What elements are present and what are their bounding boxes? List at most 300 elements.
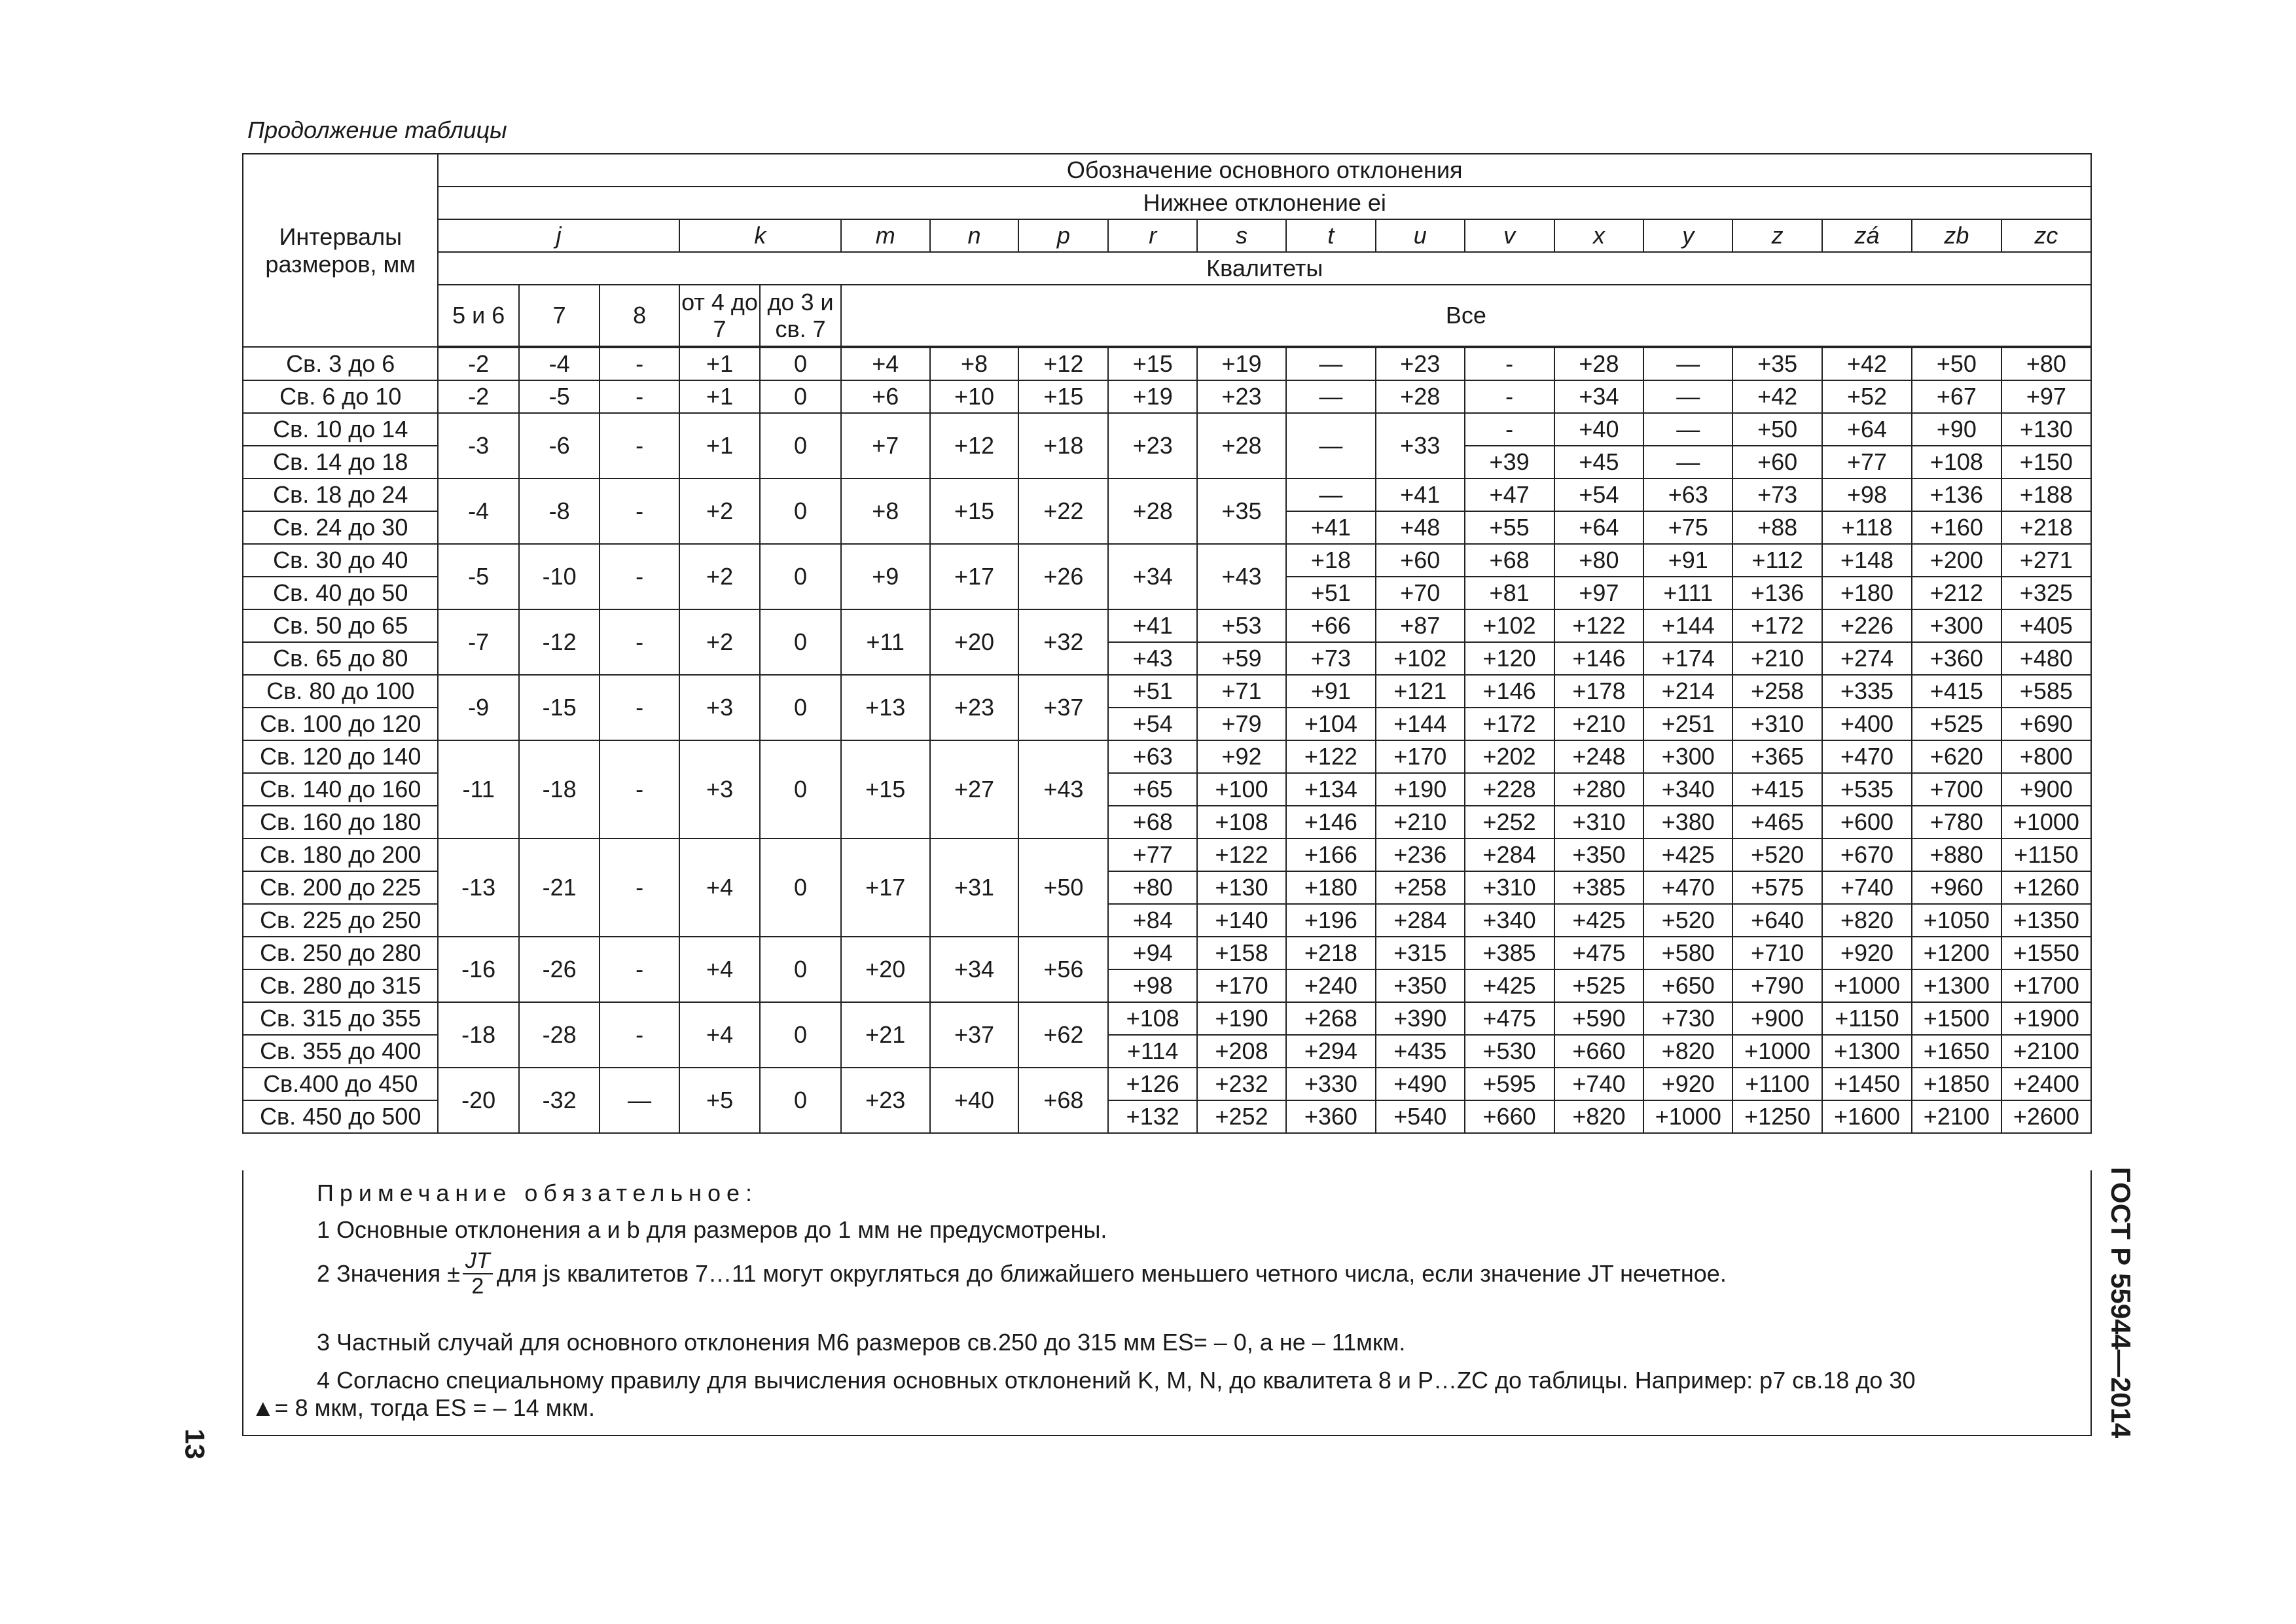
value-cell: +178 bbox=[1554, 675, 1644, 708]
value-cell: — bbox=[1643, 413, 1732, 446]
value-cell: +1850 bbox=[1912, 1068, 2001, 1100]
grouped-value-cell: +8 bbox=[841, 478, 930, 544]
value-cell: — bbox=[1286, 413, 1376, 478]
value-cell: +690 bbox=[2001, 708, 2091, 740]
grouped-value-cell: +27 bbox=[930, 740, 1019, 839]
value-cell: +1050 bbox=[1912, 904, 2001, 937]
value-cell: +284 bbox=[1465, 839, 1554, 871]
value-cell: +54 bbox=[1108, 708, 1197, 740]
grouped-value-cell: +1 bbox=[679, 413, 760, 478]
grouped-value-cell: +15 bbox=[930, 478, 1019, 544]
value-cell: +900 bbox=[2001, 773, 2091, 806]
value-cell: +180 bbox=[1286, 871, 1376, 904]
value-cell: +172 bbox=[1465, 708, 1554, 740]
grouped-value-cell: +15 bbox=[1018, 380, 1108, 413]
note-4-line-1: 4 Согласно специальному правилу для вычисления основных отклонений K, M, N, до квалитета 8 и P…ZC до таблицы. Например: p7 св.18 до 30 bbox=[317, 1367, 1916, 1394]
grouped-value-cell: +5 bbox=[679, 1068, 760, 1133]
grouped-value-cell: -26 bbox=[519, 937, 600, 1002]
grouped-value-cell: +12 bbox=[1018, 347, 1108, 380]
value-cell: +820 bbox=[1822, 904, 1912, 937]
value-cell: +122 bbox=[1197, 839, 1286, 871]
value-cell: +490 bbox=[1376, 1068, 1465, 1100]
header-letter-z: z bbox=[1732, 219, 1822, 252]
value-cell: +92 bbox=[1197, 740, 1286, 773]
grouped-value-cell: +3 bbox=[679, 675, 760, 740]
value-cell: +132 bbox=[1108, 1100, 1197, 1133]
value-cell: +650 bbox=[1643, 969, 1732, 1002]
value-cell: +34 bbox=[1554, 380, 1644, 413]
value-cell: +50 bbox=[1912, 347, 2001, 380]
value-cell: +174 bbox=[1643, 642, 1732, 675]
value-cell: +1600 bbox=[1822, 1100, 1912, 1133]
value-cell: +248 bbox=[1554, 740, 1644, 773]
note-2-prefix: 2 Значения ± bbox=[317, 1260, 460, 1288]
value-cell: - bbox=[1465, 347, 1554, 380]
value-cell: +1500 bbox=[1912, 1002, 2001, 1035]
interval-cell: Св. 280 до 315 bbox=[243, 969, 438, 1002]
value-cell: +520 bbox=[1643, 904, 1732, 937]
value-cell: +415 bbox=[1732, 773, 1822, 806]
header-letter-v: v bbox=[1465, 219, 1554, 252]
value-cell: +780 bbox=[1912, 806, 2001, 839]
interval-cell: Св. 80 до 100 bbox=[243, 675, 438, 708]
value-cell: +23 bbox=[1376, 347, 1465, 380]
value-cell: +300 bbox=[1643, 740, 1732, 773]
jt-fraction bbox=[463, 1249, 493, 1299]
grouped-value-cell: +3 bbox=[679, 740, 760, 839]
value-cell: +1000 bbox=[1822, 969, 1912, 1002]
grouped-value-cell: +17 bbox=[930, 544, 1019, 609]
value-cell: +280 bbox=[1554, 773, 1644, 806]
value-cell: +325 bbox=[2001, 577, 2091, 609]
grouped-value-cell: +68 bbox=[1018, 1068, 1108, 1133]
interval-cell: Св. 120 до 140 bbox=[243, 740, 438, 773]
value-cell: - bbox=[1465, 380, 1554, 413]
value-cell: +120 bbox=[1465, 642, 1554, 675]
note-1: 1 Основные отклонения a и b для размеров до 1 мм не предусмотрены. bbox=[317, 1216, 1107, 1243]
grouped-value-cell: -32 bbox=[519, 1068, 600, 1133]
value-cell: +90 bbox=[1912, 413, 2001, 446]
grouped-value-cell: - bbox=[600, 478, 679, 544]
grouped-value-cell: 0 bbox=[760, 347, 840, 380]
grouped-value-cell: +7 bbox=[841, 413, 930, 478]
grouped-value-cell: +20 bbox=[930, 609, 1019, 675]
value-cell: +335 bbox=[1822, 675, 1912, 708]
interval-cell: Св. 24 до 30 bbox=[243, 511, 438, 544]
value-cell: +1000 bbox=[1732, 1035, 1822, 1068]
value-cell: +190 bbox=[1197, 1002, 1286, 1035]
header-grade-4-7: от 4 до 7 bbox=[679, 285, 760, 347]
grouped-value-cell: 0 bbox=[760, 740, 840, 839]
interval-cell: Св. 450 до 500 bbox=[243, 1100, 438, 1133]
value-cell: +1100 bbox=[1732, 1068, 1822, 1100]
value-cell: +108 bbox=[1108, 1002, 1197, 1035]
value-cell: +218 bbox=[1286, 937, 1376, 969]
grouped-value-cell: +1 bbox=[679, 380, 760, 413]
deviations-table bbox=[242, 153, 2092, 1134]
grouped-value-cell: -5 bbox=[438, 544, 518, 609]
value-cell: +108 bbox=[1197, 806, 1286, 839]
value-cell: +1900 bbox=[2001, 1002, 2091, 1035]
value-cell: +121 bbox=[1376, 675, 1465, 708]
value-cell: +140 bbox=[1197, 904, 1286, 937]
table-row bbox=[243, 413, 2091, 446]
value-cell: +39 bbox=[1465, 446, 1554, 478]
value-cell: +43 bbox=[1197, 544, 1286, 609]
value-cell: +55 bbox=[1465, 511, 1554, 544]
value-cell: +252 bbox=[1465, 806, 1554, 839]
value-cell: +640 bbox=[1732, 904, 1822, 937]
value-cell: +54 bbox=[1554, 478, 1644, 511]
interval-cell: Св. 160 до 180 bbox=[243, 806, 438, 839]
value-cell: +390 bbox=[1376, 1002, 1465, 1035]
grouped-value-cell: +2 bbox=[679, 544, 760, 609]
value-cell: +274 bbox=[1822, 642, 1912, 675]
interval-cell: Св. 180 до 200 bbox=[243, 839, 438, 871]
value-cell: +67 bbox=[1912, 380, 2001, 413]
header-letter-zb: zb bbox=[1912, 219, 2001, 252]
table-row bbox=[243, 380, 2091, 413]
value-cell: +425 bbox=[1465, 969, 1554, 1002]
value-cell: +475 bbox=[1465, 1002, 1554, 1035]
value-cell: +130 bbox=[1197, 871, 1286, 904]
value-cell: +51 bbox=[1108, 675, 1197, 708]
grouped-value-cell: -9 bbox=[438, 675, 518, 740]
grouped-value-cell: +32 bbox=[1018, 609, 1108, 675]
header-grade-8: 8 bbox=[600, 285, 679, 347]
value-cell: +146 bbox=[1286, 806, 1376, 839]
table-row bbox=[243, 740, 2091, 773]
value-cell: +820 bbox=[1554, 1100, 1644, 1133]
grouped-value-cell: +62 bbox=[1018, 1002, 1108, 1068]
value-cell: +1550 bbox=[2001, 937, 2091, 969]
value-cell: +77 bbox=[1108, 839, 1197, 871]
header-letter-s: s bbox=[1197, 219, 1286, 252]
value-cell: +68 bbox=[1465, 544, 1554, 577]
grouped-value-cell: +4 bbox=[679, 1002, 760, 1068]
value-cell: +45 bbox=[1554, 446, 1644, 478]
value-cell: +385 bbox=[1465, 937, 1554, 969]
value-cell: +88 bbox=[1732, 511, 1822, 544]
grouped-value-cell: +23 bbox=[841, 1068, 930, 1133]
value-cell: +310 bbox=[1465, 871, 1554, 904]
interval-cell: Св.400 до 450 bbox=[243, 1068, 438, 1100]
value-cell: +18 bbox=[1286, 544, 1376, 577]
grouped-value-cell: +9 bbox=[841, 544, 930, 609]
value-cell: +740 bbox=[1822, 871, 1912, 904]
value-cell: +146 bbox=[1554, 642, 1644, 675]
value-cell: +118 bbox=[1822, 511, 1912, 544]
grouped-value-cell: - bbox=[600, 839, 679, 937]
grouped-value-cell: +37 bbox=[930, 1002, 1019, 1068]
grouped-value-cell: +4 bbox=[679, 937, 760, 1002]
value-cell: +960 bbox=[1912, 871, 2001, 904]
value-cell: +425 bbox=[1554, 904, 1644, 937]
grouped-value-cell: +21 bbox=[841, 1002, 930, 1068]
value-cell: +218 bbox=[2001, 511, 2091, 544]
value-cell: +1000 bbox=[2001, 806, 2091, 839]
value-cell: +590 bbox=[1554, 1002, 1644, 1035]
value-cell: +340 bbox=[1643, 773, 1732, 806]
grouped-value-cell: +22 bbox=[1018, 478, 1108, 544]
value-cell: +66 bbox=[1286, 609, 1376, 642]
value-cell: +1150 bbox=[1822, 1002, 1912, 1035]
value-cell: +15 bbox=[1108, 347, 1197, 380]
interval-cell: Св. 18 до 24 bbox=[243, 478, 438, 511]
grouped-value-cell: -12 bbox=[519, 609, 600, 675]
value-cell: +920 bbox=[1822, 937, 1912, 969]
grouped-value-cell: +11 bbox=[841, 609, 930, 675]
value-cell: +190 bbox=[1376, 773, 1465, 806]
value-cell: +1450 bbox=[1822, 1068, 1912, 1100]
value-cell: +28 bbox=[1197, 413, 1286, 478]
value-cell: +200 bbox=[1912, 544, 2001, 577]
value-cell: +800 bbox=[2001, 740, 2091, 773]
value-cell: +98 bbox=[1822, 478, 1912, 511]
value-cell: +94 bbox=[1108, 937, 1197, 969]
grouped-value-cell: - bbox=[600, 675, 679, 740]
value-cell: +170 bbox=[1376, 740, 1465, 773]
value-cell: +19 bbox=[1108, 380, 1197, 413]
value-cell: +42 bbox=[1732, 380, 1822, 413]
grouped-value-cell: +17 bbox=[841, 839, 930, 937]
grouped-value-cell: +26 bbox=[1018, 544, 1108, 609]
value-cell: +415 bbox=[1912, 675, 2001, 708]
value-cell: +820 bbox=[1643, 1035, 1732, 1068]
grouped-value-cell: -4 bbox=[438, 478, 518, 544]
grouped-value-cell: -3 bbox=[438, 413, 518, 478]
value-cell: +122 bbox=[1554, 609, 1644, 642]
table-row bbox=[243, 478, 2091, 511]
value-cell: +60 bbox=[1732, 446, 1822, 478]
value-cell: +670 bbox=[1822, 839, 1912, 871]
value-cell: +475 bbox=[1554, 937, 1644, 969]
value-cell: +236 bbox=[1376, 839, 1465, 871]
header-intervals: Интервалы размеров, мм bbox=[243, 154, 438, 347]
value-cell: +1260 bbox=[2001, 871, 2091, 904]
value-cell: +41 bbox=[1376, 478, 1465, 511]
interval-cell: Св. 100 до 120 bbox=[243, 708, 438, 740]
value-cell: +350 bbox=[1376, 969, 1465, 1002]
header-letter-u: u bbox=[1376, 219, 1465, 252]
value-cell: +23 bbox=[1197, 380, 1286, 413]
value-cell: +210 bbox=[1732, 642, 1822, 675]
grouped-value-cell: +2 bbox=[679, 609, 760, 675]
grouped-value-cell: -4 bbox=[519, 347, 600, 380]
grouped-value-cell: - bbox=[600, 380, 679, 413]
value-cell: +134 bbox=[1286, 773, 1376, 806]
value-cell: +144 bbox=[1643, 609, 1732, 642]
header-designation: Обозначение основного отклонения bbox=[438, 154, 2091, 187]
value-cell: +700 bbox=[1912, 773, 2001, 806]
value-cell: +144 bbox=[1376, 708, 1465, 740]
value-cell: +310 bbox=[1732, 708, 1822, 740]
value-cell: +28 bbox=[1376, 380, 1465, 413]
value-cell: +210 bbox=[1554, 708, 1644, 740]
header-grade-3-over-7: до 3 и св. 7 bbox=[760, 285, 840, 347]
grouped-value-cell: -7 bbox=[438, 609, 518, 675]
grouped-value-cell: -11 bbox=[438, 740, 518, 839]
value-cell: +1000 bbox=[1643, 1100, 1732, 1133]
value-cell: +2400 bbox=[2001, 1068, 2091, 1100]
grouped-value-cell: +23 bbox=[930, 675, 1019, 740]
value-cell: +258 bbox=[1376, 871, 1465, 904]
value-cell: +575 bbox=[1732, 871, 1822, 904]
value-cell: +212 bbox=[1912, 577, 2001, 609]
grouped-value-cell: -15 bbox=[519, 675, 600, 740]
value-cell: +40 bbox=[1554, 413, 1644, 446]
value-cell: +170 bbox=[1197, 969, 1286, 1002]
value-cell: +91 bbox=[1286, 675, 1376, 708]
value-cell: +80 bbox=[1108, 871, 1197, 904]
value-cell: +525 bbox=[1554, 969, 1644, 1002]
value-cell: +258 bbox=[1732, 675, 1822, 708]
grouped-value-cell: - bbox=[600, 544, 679, 609]
value-cell: +480 bbox=[2001, 642, 2091, 675]
grouped-value-cell: -13 bbox=[438, 839, 518, 937]
grouped-value-cell: +10 bbox=[930, 380, 1019, 413]
grouped-value-cell: - bbox=[600, 347, 679, 380]
header-letter-zc: zc bbox=[2001, 219, 2091, 252]
value-cell: +41 bbox=[1286, 511, 1376, 544]
value-cell: +77 bbox=[1822, 446, 1912, 478]
value-cell: +71 bbox=[1197, 675, 1286, 708]
grouped-value-cell: 0 bbox=[760, 478, 840, 544]
value-cell: +790 bbox=[1732, 969, 1822, 1002]
table-row bbox=[243, 544, 2091, 577]
value-cell: +180 bbox=[1822, 577, 1912, 609]
value-cell: +97 bbox=[2001, 380, 2091, 413]
value-cell: +330 bbox=[1286, 1068, 1376, 1100]
value-cell: +33 bbox=[1376, 413, 1465, 478]
value-cell: +1350 bbox=[2001, 904, 2091, 937]
value-cell: +150 bbox=[2001, 446, 2091, 478]
grouped-value-cell: — bbox=[600, 1068, 679, 1133]
value-cell: +880 bbox=[1912, 839, 2001, 871]
header-grades: Квалитеты bbox=[438, 252, 2091, 285]
grouped-value-cell: 0 bbox=[760, 675, 840, 740]
value-cell: +35 bbox=[1197, 478, 1286, 544]
value-cell: +42 bbox=[1822, 347, 1912, 380]
value-cell: +100 bbox=[1197, 773, 1286, 806]
interval-cell: Св. 65 до 80 bbox=[243, 642, 438, 675]
value-cell: +136 bbox=[1912, 478, 2001, 511]
value-cell: +28 bbox=[1554, 347, 1644, 380]
interval-cell: Св. 40 до 50 bbox=[243, 577, 438, 609]
value-cell: +400 bbox=[1822, 708, 1912, 740]
header-lower-deviation: Нижнее отклонение ei bbox=[438, 187, 2091, 219]
value-cell: +660 bbox=[1554, 1035, 1644, 1068]
value-cell: +470 bbox=[1643, 871, 1732, 904]
value-cell: +51 bbox=[1286, 577, 1376, 609]
grouped-value-cell: +18 bbox=[1018, 413, 1108, 478]
value-cell: +1650 bbox=[1912, 1035, 2001, 1068]
value-cell: +920 bbox=[1643, 1068, 1732, 1100]
value-cell: +73 bbox=[1732, 478, 1822, 511]
value-cell: +530 bbox=[1465, 1035, 1554, 1068]
value-cell: +380 bbox=[1643, 806, 1732, 839]
value-cell: +47 bbox=[1465, 478, 1554, 511]
interval-cell: Св. 140 до 160 bbox=[243, 773, 438, 806]
grouped-value-cell: -5 bbox=[519, 380, 600, 413]
page-number: 13 bbox=[179, 1428, 211, 1460]
value-cell: +97 bbox=[1554, 577, 1644, 609]
value-cell: +585 bbox=[2001, 675, 2091, 708]
value-cell: +425 bbox=[1643, 839, 1732, 871]
value-cell: +102 bbox=[1465, 609, 1554, 642]
table-row bbox=[243, 609, 2091, 642]
value-cell: +251 bbox=[1643, 708, 1732, 740]
grouped-value-cell: 0 bbox=[760, 413, 840, 478]
grouped-value-cell: +34 bbox=[930, 937, 1019, 1002]
value-cell: +535 bbox=[1822, 773, 1912, 806]
value-cell: +210 bbox=[1376, 806, 1465, 839]
header-grade-5-6: 5 и 6 bbox=[438, 285, 518, 347]
value-cell: +160 bbox=[1912, 511, 2001, 544]
value-cell: +122 bbox=[1286, 740, 1376, 773]
value-cell: +19 bbox=[1197, 347, 1286, 380]
value-cell: +112 bbox=[1732, 544, 1822, 577]
value-cell: +1250 bbox=[1732, 1100, 1822, 1133]
interval-cell: Св. 250 до 280 bbox=[243, 937, 438, 969]
grouped-value-cell: - bbox=[600, 740, 679, 839]
value-cell: +1200 bbox=[1912, 937, 2001, 969]
value-cell: +360 bbox=[1286, 1100, 1376, 1133]
value-cell: +730 bbox=[1643, 1002, 1732, 1035]
value-cell: +208 bbox=[1197, 1035, 1286, 1068]
grouped-value-cell: +1 bbox=[679, 347, 760, 380]
value-cell: +740 bbox=[1554, 1068, 1644, 1100]
interval-cell: Св. 355 до 400 bbox=[243, 1035, 438, 1068]
value-cell: - bbox=[1465, 413, 1554, 446]
value-cell: +130 bbox=[2001, 413, 2091, 446]
header-letter-n: n bbox=[930, 219, 1019, 252]
value-cell: +710 bbox=[1732, 937, 1822, 969]
grouped-value-cell: +13 bbox=[841, 675, 930, 740]
value-cell: +63 bbox=[1108, 740, 1197, 773]
interval-cell: Св. 50 до 65 bbox=[243, 609, 438, 642]
value-cell: +41 bbox=[1108, 609, 1197, 642]
interval-cell: Св. 14 до 18 bbox=[243, 446, 438, 478]
grouped-value-cell: 0 bbox=[760, 609, 840, 675]
value-cell: +60 bbox=[1376, 544, 1465, 577]
table-caption: Продолжение таблицы bbox=[247, 117, 507, 143]
value-cell: +75 bbox=[1643, 511, 1732, 544]
value-cell: +465 bbox=[1732, 806, 1822, 839]
value-cell: +315 bbox=[1376, 937, 1465, 969]
grouped-value-cell: -18 bbox=[438, 1002, 518, 1068]
value-cell: +188 bbox=[2001, 478, 2091, 511]
grouped-value-cell: +8 bbox=[930, 347, 1019, 380]
grouped-value-cell: -2 bbox=[438, 380, 518, 413]
interval-cell: Св. 30 до 40 bbox=[243, 544, 438, 577]
interval-cell: Св. 225 до 250 bbox=[243, 904, 438, 937]
value-cell: +300 bbox=[1912, 609, 2001, 642]
value-cell: +595 bbox=[1465, 1068, 1554, 1100]
value-cell: — bbox=[1643, 380, 1732, 413]
grouped-value-cell: -18 bbox=[519, 740, 600, 839]
value-cell: +166 bbox=[1286, 839, 1376, 871]
value-cell: +1700 bbox=[2001, 969, 2091, 1002]
header-letter-p: p bbox=[1018, 219, 1108, 252]
note-2-suffix: для js квалитетов 7…11 могут округляться до ближайшего меньшего четного числа, если значение JT нечетное. bbox=[496, 1260, 1727, 1288]
grouped-value-cell: +37 bbox=[1018, 675, 1108, 740]
header-grade-7: 7 bbox=[519, 285, 600, 347]
value-cell: +252 bbox=[1197, 1100, 1286, 1133]
value-cell: +405 bbox=[2001, 609, 2091, 642]
table-row bbox=[243, 1068, 2091, 1100]
value-cell: +294 bbox=[1286, 1035, 1376, 1068]
